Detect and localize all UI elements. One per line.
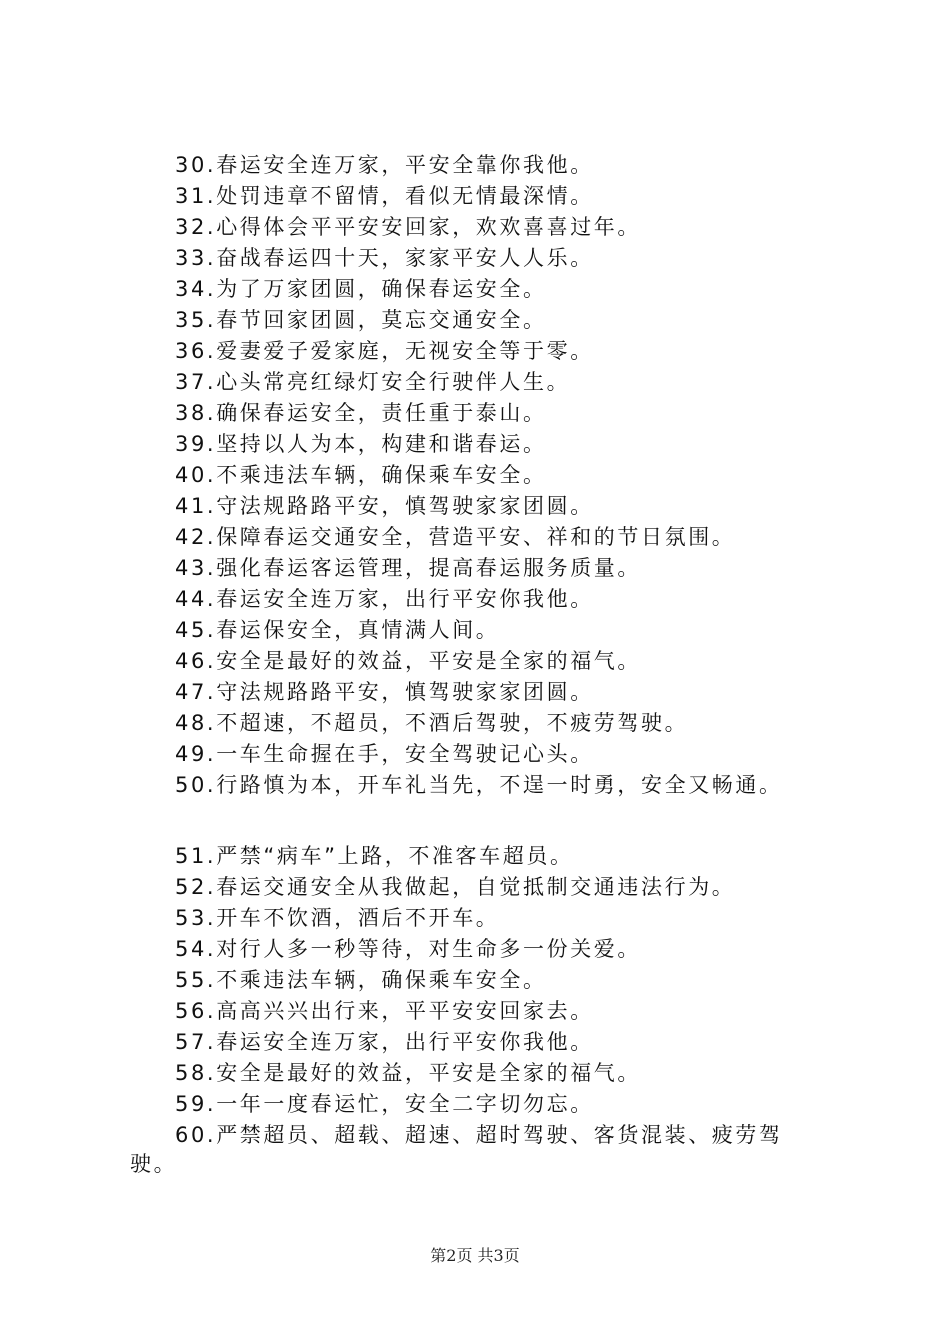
slogan-list-1	[175, 150, 855, 801]
list-item: 54.对行人多一秒等待，对生命多一份关爱。	[175, 937, 641, 961]
list-item: 35.春节回家团圆，莫忘交通安全。	[175, 308, 547, 332]
list-item: 46.安全是最好的效益，平安是全家的福气。	[175, 649, 641, 673]
list-item: 47.守法规路路平安，慎驾驶家家团圆。	[175, 680, 594, 704]
list-item: 40.不乘违法车辆，确保乘车安全。	[175, 463, 547, 487]
list-item-60-continuation: 驶。	[130, 1152, 178, 1176]
list-item: 41.守法规路路平安，慎驾驶家家团圆。	[175, 494, 594, 518]
list-item: 52.春运交通安全从我做起，自觉抵制交通违法行为。	[175, 875, 736, 899]
list-item: 38.确保春运安全，责任重于泰山。	[175, 401, 547, 425]
page-footer: 第2页 共3页	[430, 1246, 520, 1265]
list-item: 55.不乘违法车辆，确保乘车安全。	[175, 968, 547, 992]
list-item: 57.春运安全连万家，出行平安你我他。	[175, 1030, 594, 1054]
list-item: 51.严禁“病车”上路，不准客车超员。	[175, 844, 574, 868]
list-item: 39.坚持以人为本，构建和谐春运。	[175, 432, 547, 456]
list-item: 30.春运安全连万家，平安全靠你我他。	[175, 153, 594, 177]
list-item: 56.高高兴兴出行来，平平安安回家去。	[175, 999, 594, 1023]
list-item: 42.保障春运交通安全，营造平安、祥和的节日氛围。	[175, 525, 736, 549]
list-item: 34.为了万家团圆，确保春运安全。	[175, 277, 547, 301]
slogan-list-2	[175, 841, 855, 1151]
list-item: 53.开车不饮酒，酒后不开车。	[175, 906, 500, 930]
list-item: 45.春运保安全，真情满人间。	[175, 618, 500, 642]
list-item: 58.安全是最好的效益，平安是全家的福气。	[175, 1061, 641, 1085]
list-item: 37.心头常亮红绿灯安全行驶伴人生。	[175, 370, 571, 394]
list-item: 49.一车生命握在手，安全驾驶记心头。	[175, 742, 594, 766]
list-item: 31.处罚违章不留情，看似无情最深情。	[175, 184, 594, 208]
list-item-60-first-line: 60.严禁超员、超载、超速、超时驾驶、客货混装、疲劳驾	[175, 1123, 783, 1147]
list-item: 59.一年一度春运忙，安全二字切勿忘。	[175, 1092, 594, 1116]
list-item: 43.强化春运客运管理，提高春运服务质量。	[175, 556, 641, 580]
list-item: 48.不超速，不超员，不酒后驾驶，不疲劳驾驶。	[175, 711, 689, 735]
list-item: 33.奋战春运四十天，家家平安人人乐。	[175, 246, 594, 270]
list-item: 36.爱妻爱子爱家庭，无视安全等于零。	[175, 339, 594, 363]
list-item: 44.春运安全连万家，出行平安你我他。	[175, 587, 594, 611]
list-item: 32.心得体会平平安安回家，欢欢喜喜过年。	[175, 215, 641, 239]
list-item: 50.行路慎为本，开车礼当先，不逞一时勇，安全又畅通。	[175, 773, 783, 797]
